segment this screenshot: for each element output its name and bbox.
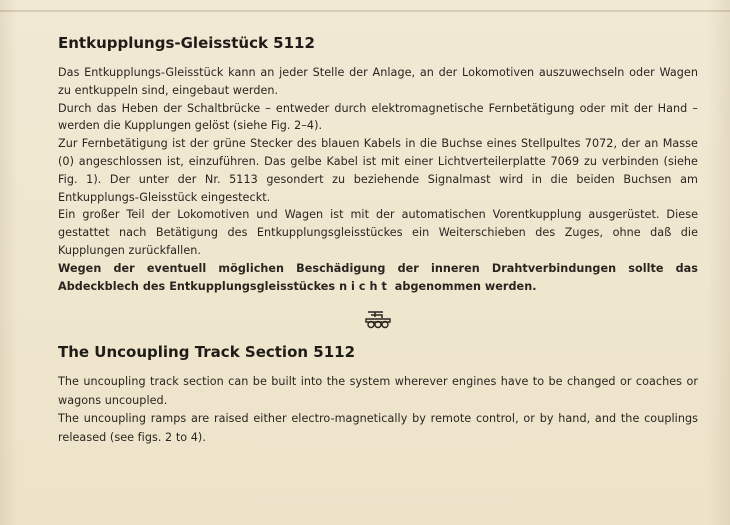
english-title: The Uncoupling Track Section 5112 [58,343,356,362]
german-paragraph: Ein großer Teil der Lokomotiven und Wagen ist mit der automatischen Vorentkupplung ausgerüstet. Diese gestattet nach Betätigung des Entkupplungsgleisstückes ein Weiterschieben des Zuges, ohne daß die Kupplungen zurückfallen. [58,208,698,257]
english-paragraph: The uncoupling ramps are raised either electro-magnetically by remote control, or by hand, and the couplings released (see figs. 2 to 4). [58,412,698,444]
german-paragraph: Zur Fernbetätigung ist der grüne Stecker des blauen Kabels in die Buchse eines Stellpultes 7072, der an Masse (0) angeschlossen ist, einzuführen. Das gelbe Kabel ist mit einer Lichtverteilerplatte 7069 zu verbinden (siehe Fig. 1). Der unter der Nr. 5113 gesondert zu beziehende Signalmast wird in die beiden Buchsen am Entkupplungs-Gleisstück eingesteckt. [58,137,698,204]
page-content [58,34,698,447]
warning-text-end: abgenommen werden. [394,279,537,293]
german-paragraph: Durch das Heben der Schaltbrücke – entweder durch elektromagnetische Fernbetätigung oder mit der Hand – werden die Kupplungen gelöst (siehe Fig. 2–4). [58,101,698,133]
paper-fold [0,10,730,12]
warning-text-start: Wegen der eventuell möglichen Beschädigung der inneren Drahtverbindungen sollte das Abdeckblech des Entkupplungsgleisstückes [58,261,698,293]
english-section [58,343,698,447]
german-section [58,34,698,295]
locomotive-logo-icon [363,309,393,329]
german-title: Entkupplungs-Gleisstück 5112 [58,34,315,52]
warning-emphasis: nicht [339,279,391,293]
german-warning [58,260,698,296]
section-divider [58,309,698,329]
english-paragraph: The uncoupling track section can be built into the system wherever engines have to be changed or coaches or wagons uncoupled. [58,375,698,407]
german-paragraph: Das Entkupplungs-Gleisstück kann an jeder Stelle der Anlage, an der Lokomotiven auszuwechseln oder Wagen zu entkuppeln sind, eingebaut werden. [58,66,698,97]
